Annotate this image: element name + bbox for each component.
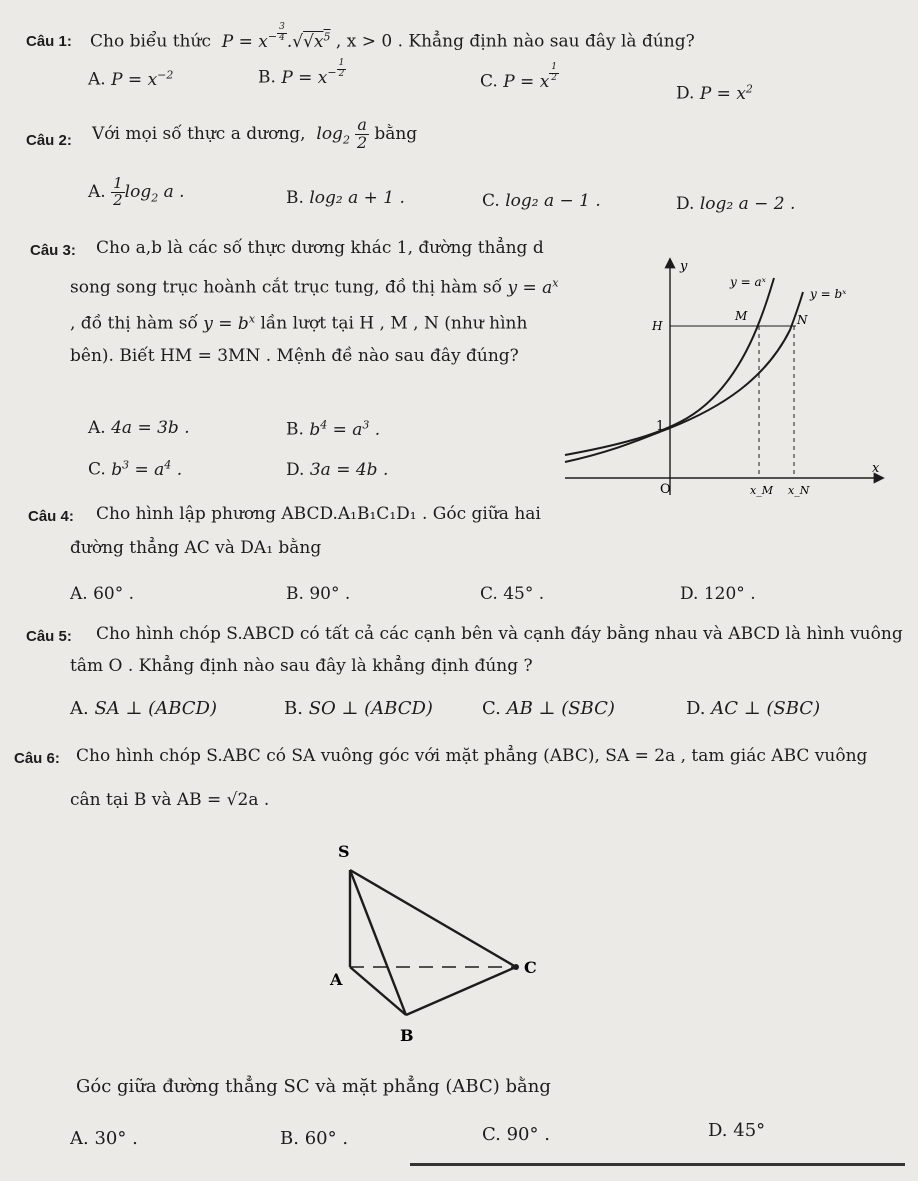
q6-label-s: S — [338, 842, 350, 861]
q3-choice-d-label: D. — [286, 460, 305, 480]
q3-choice-a-text: 4a = 3b . — [111, 418, 190, 438]
q3-point-n: N — [797, 313, 808, 327]
q1-choice-d[interactable]: D. $P = x^2$ — [676, 82, 753, 104]
q5-choice-c-text: AB ⊥ (SBC) — [506, 698, 615, 719]
q1-choice-c-label: C. — [480, 71, 498, 92]
q4-line1: Cho hình lập phương ABCD.A₁B₁C₁D₁ . Góc giữa hai — [96, 504, 541, 524]
q6-choice-d-label: D. — [708, 1120, 728, 1141]
q1-choice-a[interactable]: A. $P = x^{-2}$ — [88, 68, 174, 90]
q3-choice-b-label: B. — [286, 419, 304, 440]
q6-edge-sb — [350, 870, 406, 1015]
q6-label-a: A — [330, 970, 343, 989]
q1-choice-d-label: D. — [676, 83, 695, 104]
q4-choice-a-text: 60° . — [93, 584, 135, 604]
q3-choice-d[interactable] — [286, 460, 388, 480]
q2-choice-b-text: log₂ a + 1 . — [309, 188, 405, 208]
q6-choice-c-label: C. — [482, 1124, 501, 1145]
q3-line3b: lần lượt tại H , M , N (như hình — [260, 313, 528, 334]
q6-label: Câu 6: — [14, 750, 60, 767]
q2-choice-c-label: C. — [482, 191, 500, 211]
q3-line1: Cho a,b là các số thực dương khác 1, đường thẳng d — [96, 238, 544, 258]
q5-choice-c[interactable] — [482, 698, 615, 720]
q5-label: Câu 5: — [26, 628, 72, 645]
q3-point-m: M — [735, 309, 748, 323]
q3-x-label: x — [872, 461, 880, 476]
q3-choice-d-text: 3a = 4b . — [309, 460, 389, 480]
q1-choice-c[interactable]: C. P = x $^{\frac{1}{2}}$ — [480, 62, 558, 92]
q3-point-h: H — [652, 319, 663, 333]
q6-line1: Cho hình chóp S.ABC có SA vuông góc với mặt phẳng (ABC), SA = 2a , tam giác ABC vuông — [76, 746, 868, 766]
q6-choice-b-text: 60° . — [304, 1128, 349, 1149]
q1-choice-b[interactable]: B. $P = x^{- \frac{1}{2}}$ — [258, 58, 345, 88]
q1-choice-b-label: B. — [258, 67, 276, 88]
q4-label: Câu 4: — [28, 508, 74, 525]
q5-choice-b-label: B. — [284, 698, 303, 719]
q3-xn-label: x_N — [788, 484, 810, 497]
q2-choice-a[interactable]: A. $\frac{1}{2}$ $\log_2 a$ . — [88, 174, 185, 209]
q3-line2-text: song song trục hoành cắt trục tung, đồ thị hàm số — [70, 277, 503, 298]
q4-choice-b-text: 90° . — [309, 584, 351, 604]
q6-choice-a[interactable] — [70, 1128, 138, 1150]
q6-choice-d[interactable] — [708, 1120, 765, 1142]
q3-curve-b-label: y = bˣ — [810, 287, 847, 301]
q5-choice-b-text: SO ⊥ (ABCD) — [308, 698, 433, 719]
q2-choice-d-label: D. — [676, 194, 695, 214]
q5-line2: tâm O . Khẳng định nào sau đây là khẳng định đúng ? — [70, 656, 533, 676]
q2-stem: Với mọi số thực a dương, $\log_2$ $\frac{a}{2}$ bằng — [92, 115, 418, 152]
q5-choice-d[interactable] — [686, 698, 820, 720]
q2-choice-d-text: log₂ a − 2 . — [699, 194, 796, 214]
q6-label-b: B — [400, 1026, 414, 1045]
q3-choice-c[interactable]: C. $b^3 = a^4$ . — [88, 458, 183, 480]
q6-pyramid-figure — [320, 835, 550, 1045]
q3-choice-a[interactable] — [88, 418, 190, 438]
q1-choice-a-label: A. — [88, 69, 106, 90]
q4-choice-b[interactable] — [286, 584, 350, 604]
q2-choice-b-label: B. — [286, 188, 304, 208]
q2-choice-c[interactable] — [482, 191, 601, 211]
q1-condition: , x > 0 . Khẳng định nào sau đây là đúng? — [335, 31, 695, 52]
q6-choice-b-label: B. — [280, 1128, 299, 1149]
q6-edge-sc — [350, 870, 516, 967]
q6-choice-c[interactable] — [482, 1124, 550, 1146]
q1-stem-text: Cho biểu thức — [90, 31, 211, 52]
q5-line1: Cho hình chóp S.ABCD có tất cả các cạnh bên và cạnh đáy bằng nhau và ABCD là hình vuông — [96, 624, 903, 644]
q5-choice-c-label: C. — [482, 698, 501, 719]
q1-stem — [90, 22, 695, 52]
q3-y-label: y — [680, 259, 688, 274]
q5-choice-a-text: SA ⊥ (ABCD) — [94, 698, 217, 719]
q2-choice-d[interactable] — [676, 194, 795, 214]
q6-choice-a-text: 30° . — [94, 1128, 138, 1149]
q3-curve-b — [565, 292, 803, 462]
q5-choice-d-label: D. — [686, 698, 706, 719]
q6-label-c: C — [524, 958, 537, 977]
q6-line2: cân tại B và AB = √2a . — [70, 790, 270, 810]
q4-choice-d-text: 120° . — [703, 584, 756, 604]
q4-choice-d[interactable] — [680, 584, 756, 604]
q5-choice-b[interactable] — [284, 698, 433, 720]
q5-choice-a-label: A. — [70, 698, 89, 719]
q3-choice-b[interactable]: B. $b^4 = a^3$ . — [286, 418, 381, 440]
q3-line3: , đồ thị hàm số $y = b^x$ lần lượt tại H , M , N (như hình — [70, 312, 528, 334]
q3-curve-a-label: y = aˣ — [730, 275, 766, 289]
q6-choice-a-label: A. — [70, 1128, 89, 1149]
q6-choice-d-text: 45° — [733, 1120, 766, 1141]
q2-stem-end: bằng — [374, 123, 418, 144]
q2-stem-text: Với mọi số thực a dương, — [92, 123, 306, 144]
q4-line2: đường thẳng AC và DA₁ bằng — [70, 538, 322, 558]
q3-exponential-graph — [560, 250, 890, 510]
q2-choice-c-text: log₂ a − 1 . — [505, 191, 601, 211]
q3-choice-c-label: C. — [88, 459, 106, 480]
q1-expression: $P = x^{- \frac{3}{4}}$ $.√√x^5$ — [216, 22, 331, 52]
q5-choice-a[interactable] — [70, 698, 217, 720]
q3-one-label: 1 — [656, 419, 665, 434]
q4-choice-a-label: A. — [70, 584, 88, 604]
q2-choice-b[interactable] — [286, 188, 405, 208]
q5-choice-d-text: AC ⊥ (SBC) — [711, 698, 821, 719]
q3-line2: song song trục hoành cắt trục tung, đồ thị hàm số $y = a^x$ — [70, 276, 559, 298]
q4-choice-a[interactable] — [70, 584, 134, 604]
q4-choice-b-label: B. — [286, 584, 304, 604]
q2-choice-a-label: A. — [88, 181, 106, 202]
bottom-rule — [410, 1163, 905, 1166]
q4-choice-d-label: D. — [680, 584, 699, 604]
q6-point-c — [513, 964, 519, 970]
q4-choice-c-text: 45° . — [503, 584, 545, 604]
q3-choice-a-label: A. — [88, 418, 106, 438]
q4-choice-c[interactable] — [480, 584, 544, 604]
q6-choice-b[interactable] — [280, 1128, 348, 1150]
q3-label: Câu 3: — [30, 242, 76, 259]
q1-label: Câu 1: — [26, 33, 72, 50]
q3-xm-label: x_M — [750, 484, 773, 497]
q2-label: Câu 2: — [26, 132, 72, 149]
q3-line3a: , đồ thị hàm số — [70, 313, 198, 334]
q3-line4: bên). Biết HM = 3MN . Mệnh đề nào sau đây đúng? — [70, 346, 519, 366]
q6-question: Góc giữa đường thẳng SC và mặt phẳng (ABC) bằng — [76, 1076, 551, 1097]
q4-choice-c-label: C. — [480, 584, 498, 604]
q6-edge-bc — [406, 967, 516, 1015]
q3-origin: O — [660, 482, 671, 497]
q6-choice-c-text: 90° . — [506, 1124, 550, 1145]
